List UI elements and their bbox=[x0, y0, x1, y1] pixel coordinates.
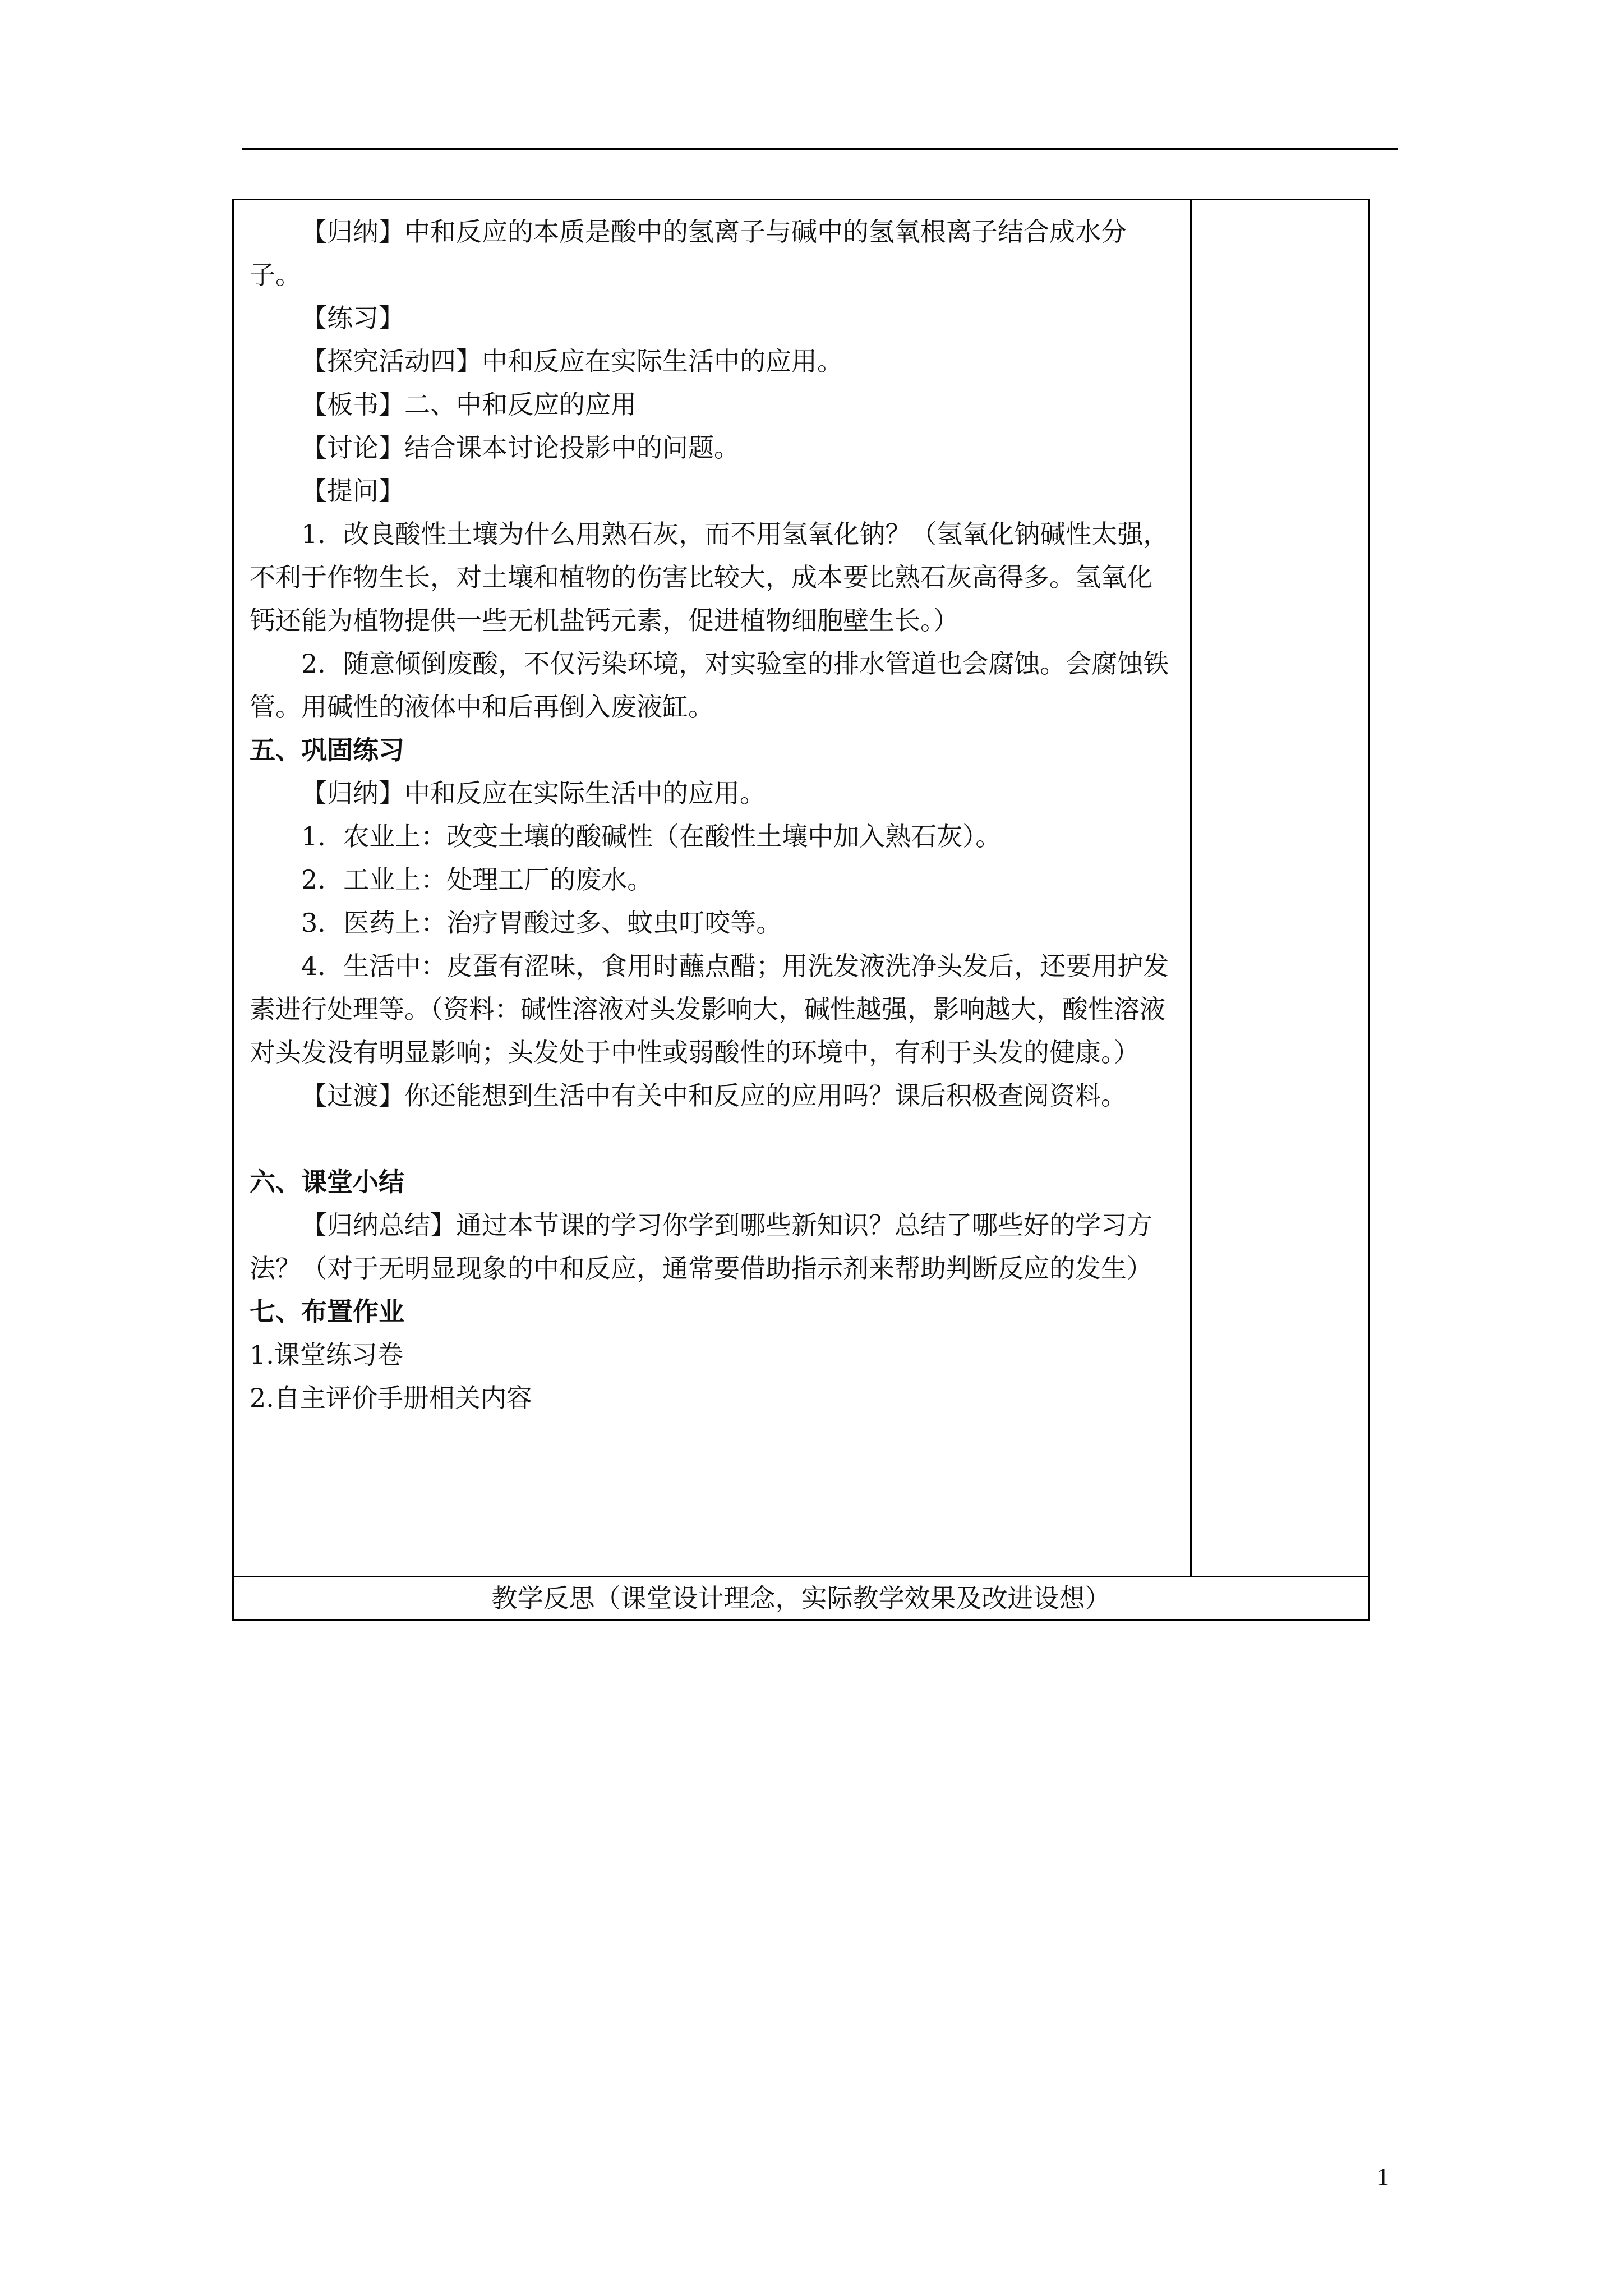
header-rule bbox=[242, 148, 1398, 150]
summary-conclusion: 【归纳总结】通过本节课的学习你学到哪些新知识？总结了哪些好的学习方法？（对于无明显现象的中和反应，通常要借助指示剂来帮助判断反应的发生） bbox=[250, 1210, 1152, 1283]
discussion-paragraph: 【讨论】结合课本讨论投影中的问题。 bbox=[301, 432, 740, 463]
section-heading-consolidation: 五、巩固练习 bbox=[250, 735, 404, 765]
application-medicine: 3．医药上：治疗胃酸过多、蚊虫叮咬等。 bbox=[301, 908, 782, 938]
inquiry-activity-four: 【探究活动四】中和反应在实际生活中的应用。 bbox=[301, 346, 843, 376]
spacer bbox=[250, 1117, 1174, 1161]
question-one: 1．改良酸性土壤为什么用熟石灰，而不用氢氧化钠？（氢氧化钠碱性太强，不利于作物生长，对土壤和植物的伤害比较大，成本要比熟石灰高得多。氢氧化钙还能为植物提供一些无机盐钙元素，促进植物细胞壁生长。） bbox=[250, 519, 1169, 636]
teaching-reflection-label: 教学反思（课堂设计理念，实际教学效果及改进设想） bbox=[233, 1577, 1370, 1620]
reflection-row bbox=[233, 1577, 1370, 1620]
lesson-content bbox=[234, 200, 1190, 1420]
page-number: 1 bbox=[1377, 2163, 1389, 2191]
notes-column-cell bbox=[1191, 200, 1370, 1577]
transition-paragraph: 【过渡】你还能想到生活中有关中和反应的应用吗？课后积极查阅资料。 bbox=[301, 1080, 1127, 1111]
application-industry: 2．工业上：处理工厂的废水。 bbox=[301, 864, 653, 895]
section-heading-summary: 六、课堂小结 bbox=[250, 1167, 404, 1197]
applications-summary: 【归纳】中和反应在实际生活中的应用。 bbox=[301, 778, 766, 808]
exercise-label: 【练习】 bbox=[301, 303, 404, 333]
application-daily-life: 4．生活中：皮蛋有涩味，食用时蘸点醋；用洗发液洗净头发后，还要用护发素进行处理等。（资料：碱性溶液对头发影响大，碱性越强，影响越大，酸性溶液对头发没有明显影响；头发处于中性或弱酸性的环境中，有利于头发的健康。） bbox=[250, 951, 1169, 1068]
question-two: 2．随意倾倒废酸，不仅污染环境，对实验室的排水管道也会腐蚀。会腐蚀铁管。用碱性的液体中和后再倒入废液缸。 bbox=[250, 648, 1169, 722]
homework-item-2: 2.自主评价手册相关内容 bbox=[250, 1383, 532, 1413]
lesson-content-cell bbox=[233, 200, 1191, 1577]
summary-paragraph: 【归纳】中和反应的本质是酸中的氢离子与碱中的氢氧根离子结合成水分子。 bbox=[250, 217, 1127, 290]
question-label: 【提问】 bbox=[301, 476, 404, 506]
section-heading-homework: 七、布置作业 bbox=[250, 1296, 404, 1327]
board-writing: 【板书】二、中和反应的应用 bbox=[301, 389, 637, 420]
lesson-row bbox=[233, 200, 1370, 1577]
homework-item-1: 1.课堂练习卷 bbox=[250, 1340, 403, 1370]
lesson-plan-table bbox=[232, 199, 1370, 1621]
application-agriculture: 1．农业上：改变土壤的酸碱性（在酸性土壤中加入熟石灰）。 bbox=[301, 821, 1002, 852]
